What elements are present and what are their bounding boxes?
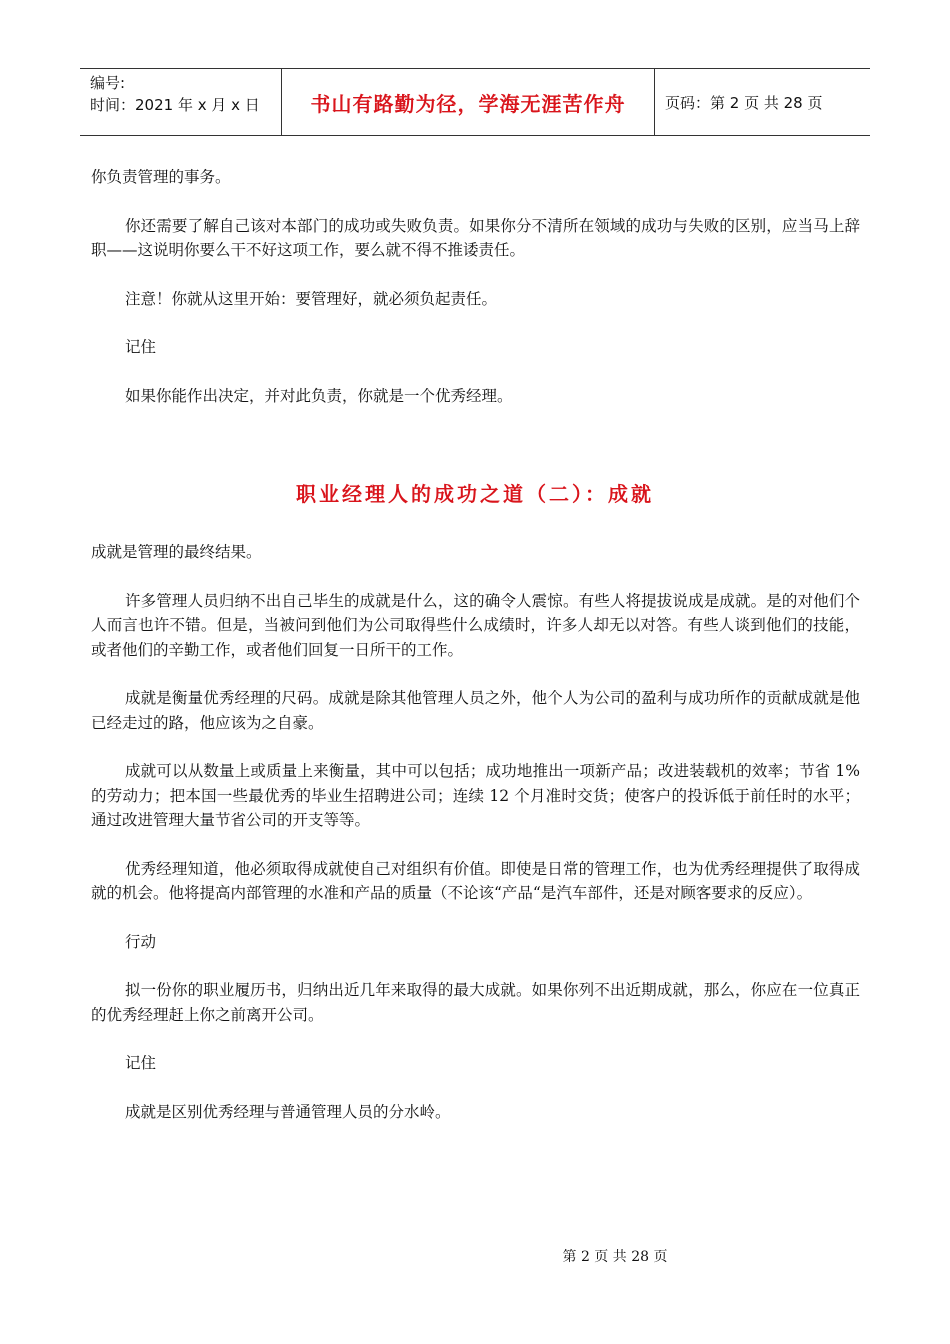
paragraph: 许多管理人员归纳不出自己毕生的成就是什么，这的确令人震惊。有些人将提拔说成是成就。是的对他们个人而言也许不错。但是，当被问到他们为公司取得些什么成绩时，许多人却无以对答。有些人谈到他们的技能，或者他们的辛勤工作，或者他们回复一日所干的工作。 bbox=[91, 591, 860, 659]
paragraph: 如果你能作出决定，并对此负责，你就是一个优秀经理。 bbox=[125, 386, 513, 405]
paragraph: 成就是衡量优秀经理的尺码。成就是除其他管理人员之外，他个人为公司的盈利与成功所作的贡献成就是他已经走过的路，他应该为之自豪。 bbox=[91, 689, 860, 732]
body-section-2 bbox=[91, 540, 860, 1124]
page-footer: 第 2 页 共 28 页 bbox=[562, 1249, 668, 1265]
paragraph: 成就可以从数量上或质量上来衡量，其中可以包括；成功地推出一项新产品；改进装载机的效率；节省 1% 的劳动力；把本国一些最优秀的毕业生招聘进公司；连续 12 个月准时交货；使客户的投诉低于前任时的水平；通过改进管理大量节省公司的开支等等。 bbox=[91, 762, 860, 829]
document-date: 时间：2021 年 x 月 x 日 bbox=[90, 96, 260, 114]
page-header bbox=[80, 68, 870, 136]
header-meta bbox=[80, 69, 282, 135]
section-title: 职业经理人的成功之道（二）：成就 bbox=[296, 482, 654, 506]
subheading-remember: 记住 bbox=[125, 338, 157, 356]
paragraph: 成就是区别优秀经理与普通管理人员的分水岭。 bbox=[125, 1102, 451, 1121]
paragraph: 注意！你就从这里开始：要管理好，就必须负起责任。 bbox=[125, 289, 498, 308]
body-section-1 bbox=[91, 165, 860, 408]
subheading-action: 行动 bbox=[125, 932, 157, 951]
header-motto: 书山有路勤为径，学海无涯苦作舟 bbox=[282, 69, 655, 135]
paragraph: 成就是管理的最终结果。 bbox=[91, 543, 262, 561]
paragraph: 优秀经理知道，他必须取得成就使自己对组织有价值。即使是日常的管理工作，也为优秀经理提供了取得成就的机会。他将提高内部管理的水准和产品的质量（不论该“产品“是汽车部件，还是对顾客要求的反应）。 bbox=[91, 859, 860, 902]
header-page-info: 页码：第 2 页 共 28 页 bbox=[665, 93, 823, 112]
paragraph: 你还需要了解自己该对本部门的成功或失败负责。如果你分不清所在领域的成功与失败的区别，应当马上辞职——这说明你要么干不好这项工作，要么就不得不推诿责任。 bbox=[91, 216, 860, 259]
paragraph: 拟一份你的职业履历书，归纳出近几年来取得的最大成就。如果你列不出近期成就，那么，你应在一位真正的优秀经理赶上你之前离开公司。 bbox=[91, 981, 860, 1024]
subheading-remember: 记住 bbox=[125, 1054, 157, 1072]
document-number-label: 编号: bbox=[90, 74, 126, 92]
paragraph: 你负责管理的事务。 bbox=[91, 168, 231, 186]
